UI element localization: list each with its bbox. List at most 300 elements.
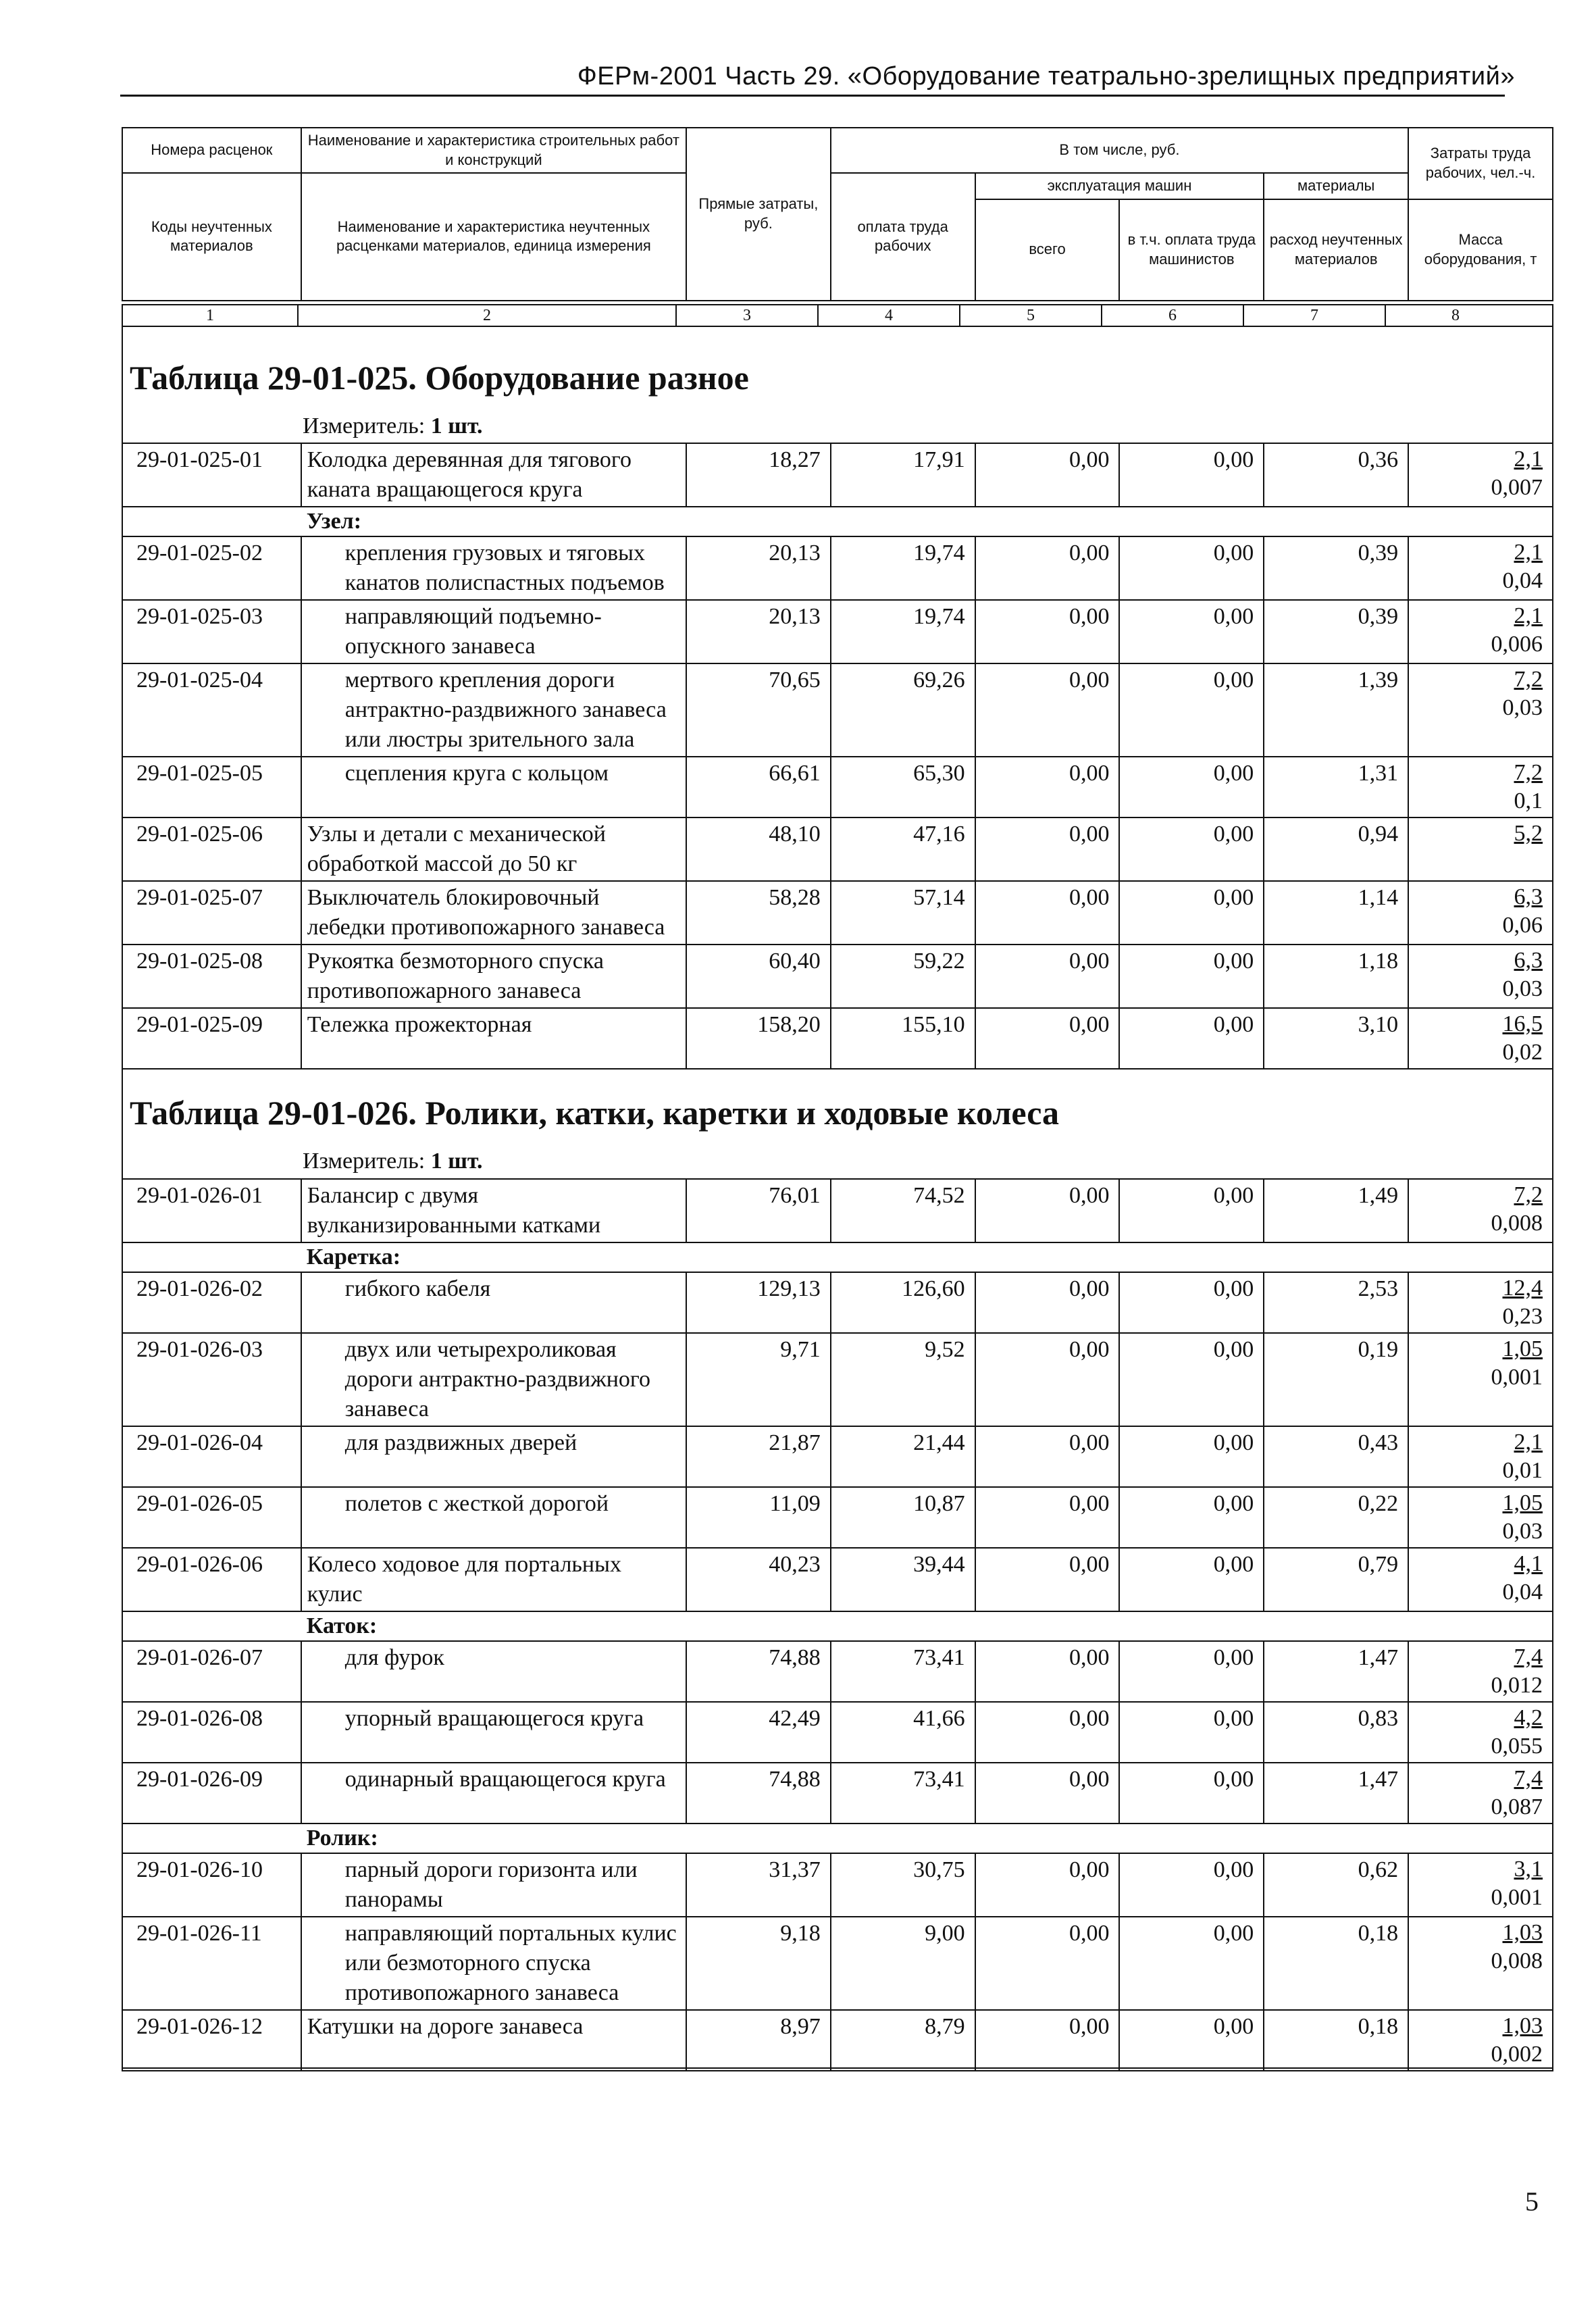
header-cell-materials: материалы bbox=[1264, 173, 1408, 199]
group-header-row bbox=[122, 507, 1553, 536]
rate-code: 29-01-026-08 bbox=[122, 1702, 301, 1763]
material-cost: 0,22 bbox=[1264, 1487, 1408, 1548]
equipment-mass: 0,055 bbox=[1491, 1734, 1543, 1759]
worker-pay: 9,52 bbox=[831, 1333, 975, 1426]
labor-hours: 4,2 bbox=[1514, 1705, 1543, 1730]
machinists-pay: 0,00 bbox=[1119, 1917, 1264, 2010]
machines-total: 0,00 bbox=[975, 1487, 1120, 1548]
page-number: 5 bbox=[1525, 2186, 1539, 2217]
machines-total: 0,00 bbox=[975, 1272, 1120, 1333]
rate-name-text: гибкого кабеля bbox=[344, 1276, 491, 1301]
worker-pay: 155,10 bbox=[831, 1008, 975, 1069]
direct-cost: 9,71 bbox=[686, 1333, 831, 1426]
labor-and-mass bbox=[1408, 1008, 1553, 1069]
machinists-pay: 0,00 bbox=[1119, 2010, 1264, 2071]
labor-and-mass bbox=[1408, 2010, 1553, 2071]
rate-row bbox=[122, 757, 1553, 818]
rate-name-text: для раздвижных дверей bbox=[344, 1430, 577, 1455]
equipment-mass: 0,007 bbox=[1491, 475, 1543, 500]
labor-and-mass bbox=[1408, 1272, 1553, 1333]
column-number: 4 bbox=[819, 305, 960, 326]
rate-name-text: полетов с жесткой дорогой bbox=[344, 1491, 609, 1516]
rate-name bbox=[301, 1763, 686, 1823]
labor-hours: 2,1 bbox=[1514, 1430, 1543, 1455]
rate-row bbox=[122, 1763, 1553, 1823]
equipment-mass: 0,06 bbox=[1502, 913, 1543, 938]
rate-row bbox=[122, 1008, 1553, 1069]
direct-cost: 48,10 bbox=[686, 818, 831, 881]
rate-code: 29-01-026-05 bbox=[122, 1487, 301, 1548]
machinists-pay: 0,00 bbox=[1119, 1641, 1264, 1702]
rate-row bbox=[122, 881, 1553, 945]
equipment-mass: 0,23 bbox=[1502, 1304, 1543, 1329]
measure-label: Измеритель: bbox=[303, 413, 426, 438]
rate-name-text: Катушки на дороге занавеса bbox=[307, 2014, 584, 2039]
rate-name-text: парный дороги горизонта или панорамы bbox=[344, 1857, 638, 1912]
column-number: 3 bbox=[677, 305, 819, 326]
machines-total: 0,00 bbox=[975, 881, 1120, 945]
equipment-mass: 0,02 bbox=[1502, 1040, 1543, 1065]
equipment-mass: 0,03 bbox=[1502, 1519, 1543, 1544]
machines-total: 0,00 bbox=[975, 1426, 1120, 1487]
worker-pay: 73,41 bbox=[831, 1641, 975, 1702]
header-cell-machines-total: всего bbox=[975, 199, 1120, 301]
labor-hours: 1,05 bbox=[1502, 1336, 1543, 1361]
rate-row bbox=[122, 1426, 1553, 1487]
document-header-title: ФЕРм-2001 Часть 29. «Оборудование театрально-зрелищных предприятий» bbox=[577, 62, 1515, 91]
header-cell-material-consumption: расход неучтенных материалов bbox=[1264, 199, 1408, 301]
worker-pay: 73,41 bbox=[831, 1763, 975, 1823]
rate-name-text: Тележка прожекторная bbox=[307, 1012, 532, 1037]
rate-code: 29-01-025-07 bbox=[122, 881, 301, 945]
rate-code: 29-01-026-11 bbox=[122, 1917, 301, 2010]
labor-and-mass bbox=[1408, 757, 1553, 818]
rate-code: 29-01-025-06 bbox=[122, 818, 301, 881]
column-header-table bbox=[122, 127, 1553, 301]
material-cost: 0,36 bbox=[1264, 443, 1408, 507]
column-number: 5 bbox=[960, 305, 1102, 326]
equipment-mass: 0,04 bbox=[1502, 1580, 1543, 1605]
material-cost: 0,43 bbox=[1264, 1426, 1408, 1487]
direct-cost: 21,87 bbox=[686, 1426, 831, 1487]
machines-total: 0,00 bbox=[975, 1641, 1120, 1702]
rate-row bbox=[122, 1487, 1553, 1548]
rate-row bbox=[122, 663, 1553, 757]
machinists-pay: 0,00 bbox=[1119, 1272, 1264, 1333]
labor-and-mass bbox=[1408, 945, 1553, 1008]
rate-name-text: Рукоятка безмоторного спуска противопожарного занавеса bbox=[307, 949, 604, 1003]
rate-row bbox=[122, 600, 1553, 663]
header-cell-material-codes: Коды неучтенных материалов bbox=[122, 173, 301, 301]
rate-name-text: Выключатель блокировочный лебедки противопожарного занавеса bbox=[307, 885, 665, 940]
rate-code: 29-01-025-04 bbox=[122, 663, 301, 757]
direct-cost: 60,40 bbox=[686, 945, 831, 1008]
rate-name bbox=[301, 663, 686, 757]
labor-hours: 7,2 bbox=[1514, 667, 1543, 692]
rate-name-text: сцепления круга с кольцом bbox=[344, 761, 609, 786]
machines-total: 0,00 bbox=[975, 663, 1120, 757]
column-number-row bbox=[122, 304, 1553, 327]
column-number: 7 bbox=[1244, 305, 1386, 326]
material-cost: 2,53 bbox=[1264, 1272, 1408, 1333]
rate-code: 29-01-026-01 bbox=[122, 1179, 301, 1242]
labor-and-mass bbox=[1408, 1487, 1553, 1548]
rate-name bbox=[301, 536, 686, 600]
worker-pay: 47,16 bbox=[831, 818, 975, 881]
labor-hours: 3,1 bbox=[1514, 1857, 1543, 1882]
labor-hours: 4,1 bbox=[1514, 1551, 1543, 1576]
equipment-mass: 0,008 bbox=[1491, 1211, 1543, 1236]
rate-code: 29-01-026-10 bbox=[122, 1853, 301, 1917]
material-cost: 1,31 bbox=[1264, 757, 1408, 818]
rate-row bbox=[122, 536, 1553, 600]
group-header-row bbox=[122, 1823, 1553, 1853]
labor-hours: 7,4 bbox=[1514, 1766, 1543, 1791]
header-cell-codes-top: Номера расценок bbox=[122, 128, 301, 173]
labor-and-mass bbox=[1408, 536, 1553, 600]
direct-cost: 8,97 bbox=[686, 2010, 831, 2071]
rate-code: 29-01-025-01 bbox=[122, 443, 301, 507]
machines-total: 0,00 bbox=[975, 818, 1120, 881]
worker-pay: 10,87 bbox=[831, 1487, 975, 1548]
rate-name bbox=[301, 757, 686, 818]
equipment-mass: 0,002 bbox=[1491, 2042, 1543, 2067]
column-number: 2 bbox=[299, 305, 677, 326]
worker-pay: 8,79 bbox=[831, 2010, 975, 2071]
rate-name bbox=[301, 1487, 686, 1548]
worker-pay: 65,30 bbox=[831, 757, 975, 818]
rate-name-text: направляющий портальных кулис или безмоторного спуска противопожарного занавеса bbox=[344, 1921, 677, 2005]
material-cost: 0,19 bbox=[1264, 1333, 1408, 1426]
machines-total: 0,00 bbox=[975, 945, 1120, 1008]
rate-name-text: одинарный вращающегося круга bbox=[344, 1767, 666, 1792]
labor-and-mass bbox=[1408, 600, 1553, 663]
machinists-pay: 0,00 bbox=[1119, 663, 1264, 757]
material-cost: 0,94 bbox=[1264, 818, 1408, 881]
worker-pay: 126,60 bbox=[831, 1272, 975, 1333]
rate-name bbox=[301, 1702, 686, 1763]
material-cost: 1,18 bbox=[1264, 945, 1408, 1008]
rate-name bbox=[301, 2010, 686, 2071]
rate-code: 29-01-025-09 bbox=[122, 1008, 301, 1069]
group-code-cell bbox=[122, 1242, 301, 1272]
rate-name bbox=[301, 600, 686, 663]
material-cost: 1,49 bbox=[1264, 1179, 1408, 1242]
rate-code: 29-01-026-12 bbox=[122, 2010, 301, 2071]
rate-row bbox=[122, 1641, 1553, 1702]
header-cell-machines: эксплуатация машин bbox=[975, 173, 1264, 199]
rate-name bbox=[301, 1179, 686, 1242]
equipment-mass: 0,008 bbox=[1491, 1948, 1543, 1973]
rate-name bbox=[301, 818, 686, 881]
material-cost: 0,62 bbox=[1264, 1853, 1408, 1917]
rate-name bbox=[301, 443, 686, 507]
machines-total: 0,00 bbox=[975, 1853, 1120, 1917]
equipment-mass: 0,03 bbox=[1502, 976, 1543, 1001]
equipment-mass: 0,087 bbox=[1491, 1794, 1543, 1819]
labor-and-mass bbox=[1408, 443, 1553, 507]
equipment-mass: 0,04 bbox=[1502, 568, 1543, 593]
rate-name bbox=[301, 1641, 686, 1702]
direct-cost: 70,65 bbox=[686, 663, 831, 757]
rate-code: 29-01-026-03 bbox=[122, 1333, 301, 1426]
rate-code: 29-01-025-08 bbox=[122, 945, 301, 1008]
rate-row bbox=[122, 1548, 1553, 1611]
direct-cost: 74,88 bbox=[686, 1763, 831, 1823]
rate-name-text: упорный вращающегося круга bbox=[344, 1706, 644, 1731]
labor-hours: 2,1 bbox=[1514, 447, 1543, 472]
table-title: Таблица 29-01-026. Ролики, катки, каретки и ходовые колеса bbox=[130, 1094, 1060, 1132]
group-header-row bbox=[122, 1611, 1553, 1641]
machines-total: 0,00 bbox=[975, 1702, 1120, 1763]
group-label: Ролик: bbox=[301, 1823, 1553, 1853]
worker-pay: 39,44 bbox=[831, 1548, 975, 1611]
rate-code: 29-01-025-02 bbox=[122, 536, 301, 600]
direct-cost: 42,49 bbox=[686, 1702, 831, 1763]
direct-cost: 40,23 bbox=[686, 1548, 831, 1611]
labor-and-mass bbox=[1408, 818, 1553, 881]
worker-pay: 74,52 bbox=[831, 1179, 975, 1242]
rate-name-text: Балансир с двумя вулканизированными катками bbox=[307, 1183, 601, 1238]
labor-hours: 7,4 bbox=[1514, 1644, 1543, 1669]
group-code-cell bbox=[122, 1823, 301, 1853]
machinists-pay: 0,00 bbox=[1119, 600, 1264, 663]
rate-row bbox=[122, 1702, 1553, 1763]
machinists-pay: 0,00 bbox=[1119, 1008, 1264, 1069]
direct-cost: 11,09 bbox=[686, 1487, 831, 1548]
labor-and-mass bbox=[1408, 1426, 1553, 1487]
direct-cost: 129,13 bbox=[686, 1272, 831, 1333]
machines-total: 0,00 bbox=[975, 536, 1120, 600]
worker-pay: 59,22 bbox=[831, 945, 975, 1008]
worker-pay: 9,00 bbox=[831, 1917, 975, 2010]
rate-name-text: для фурок bbox=[344, 1645, 444, 1670]
equipment-mass: 0,006 bbox=[1491, 632, 1543, 657]
column-number: 6 bbox=[1102, 305, 1244, 326]
machinists-pay: 0,00 bbox=[1119, 1426, 1264, 1487]
table-measure bbox=[303, 1149, 483, 1174]
machinists-pay: 0,00 bbox=[1119, 945, 1264, 1008]
group-code-cell bbox=[122, 1611, 301, 1641]
labor-hours: 1,03 bbox=[1502, 2013, 1543, 2038]
machines-total: 0,00 bbox=[975, 1179, 1120, 1242]
rate-name bbox=[301, 1426, 686, 1487]
rate-code: 29-01-026-09 bbox=[122, 1763, 301, 1823]
labor-and-mass bbox=[1408, 1702, 1553, 1763]
material-cost: 0,83 bbox=[1264, 1702, 1408, 1763]
labor-hours: 1,03 bbox=[1502, 1920, 1543, 1945]
labor-and-mass bbox=[1408, 1548, 1553, 1611]
labor-and-mass bbox=[1408, 1179, 1553, 1242]
column-number: 8 bbox=[1451, 307, 1460, 324]
machines-total: 0,00 bbox=[975, 1917, 1120, 2010]
labor-hours: 12,4 bbox=[1502, 1276, 1543, 1301]
rate-row bbox=[122, 945, 1553, 1008]
rate-row bbox=[122, 1179, 1553, 1242]
measure-value: 1 шт. bbox=[430, 413, 483, 438]
rate-row bbox=[122, 2010, 1553, 2071]
machinists-pay: 0,00 bbox=[1119, 818, 1264, 881]
machines-total: 0,00 bbox=[975, 1008, 1120, 1069]
machinists-pay: 0,00 bbox=[1119, 536, 1264, 600]
machinists-pay: 0,00 bbox=[1119, 1702, 1264, 1763]
rate-name-text: направляющий подъемно-опускного занавеса bbox=[344, 604, 602, 659]
labor-hours: 7,2 bbox=[1514, 760, 1543, 785]
machines-total: 0,00 bbox=[975, 757, 1120, 818]
rate-row bbox=[122, 1853, 1553, 1917]
rate-name-text: мертвого крепления дороги антрактно-раздвижного занавеса или люстры зрительного зала bbox=[344, 668, 667, 752]
labor-hours: 6,3 bbox=[1514, 884, 1543, 909]
labor-and-mass bbox=[1408, 1333, 1553, 1426]
material-cost: 3,10 bbox=[1264, 1008, 1408, 1069]
rate-code: 29-01-026-07 bbox=[122, 1641, 301, 1702]
rate-name bbox=[301, 881, 686, 945]
direct-cost: 66,61 bbox=[686, 757, 831, 818]
direct-cost: 58,28 bbox=[686, 881, 831, 945]
equipment-mass: 0,001 bbox=[1491, 1365, 1543, 1390]
material-cost: 1,14 bbox=[1264, 881, 1408, 945]
labor-and-mass bbox=[1408, 1917, 1553, 2010]
rate-name-text: Узлы и детали с механической обработкой массой до 50 кг bbox=[307, 822, 606, 876]
header-cell-labor-hours: Затраты труда рабочих, чел.-ч. bbox=[1408, 128, 1553, 199]
machinists-pay: 0,00 bbox=[1119, 1763, 1264, 1823]
group-header-row bbox=[122, 1242, 1553, 1272]
labor-hours: 5,2 bbox=[1514, 821, 1543, 846]
machines-total: 0,00 bbox=[975, 1763, 1120, 1823]
machines-total: 0,00 bbox=[975, 600, 1120, 663]
labor-and-mass bbox=[1408, 1641, 1553, 1702]
labor-and-mass bbox=[1408, 663, 1553, 757]
rate-code: 29-01-026-02 bbox=[122, 1272, 301, 1333]
equipment-mass: 0,01 bbox=[1502, 1458, 1543, 1483]
machinists-pay: 0,00 bbox=[1119, 757, 1264, 818]
worker-pay: 21,44 bbox=[831, 1426, 975, 1487]
material-cost: 1,47 bbox=[1264, 1763, 1408, 1823]
direct-cost: 18,27 bbox=[686, 443, 831, 507]
machines-total: 0,00 bbox=[975, 2010, 1120, 2071]
header-cell-worker-pay: оплата труда рабочих bbox=[831, 173, 975, 301]
group-label: Каток: bbox=[301, 1611, 1553, 1641]
column-number: 1 bbox=[123, 305, 299, 326]
rate-code: 29-01-026-04 bbox=[122, 1426, 301, 1487]
material-cost: 0,79 bbox=[1264, 1548, 1408, 1611]
worker-pay: 69,26 bbox=[831, 663, 975, 757]
direct-cost: 20,13 bbox=[686, 536, 831, 600]
machines-total: 0,00 bbox=[975, 1333, 1120, 1426]
group-label: Узел: bbox=[301, 507, 1553, 536]
direct-cost: 9,18 bbox=[686, 1917, 831, 2010]
labor-hours: 1,05 bbox=[1502, 1490, 1543, 1515]
material-cost: 1,39 bbox=[1264, 663, 1408, 757]
rate-name-text: Колесо ходовое для портальных кулис bbox=[307, 1552, 621, 1607]
measure-label: Измеритель: bbox=[303, 1149, 426, 1174]
machinists-pay: 0,00 bbox=[1119, 443, 1264, 507]
material-cost: 0,39 bbox=[1264, 600, 1408, 663]
rate-name bbox=[301, 1548, 686, 1611]
group-label: Каретка: bbox=[301, 1242, 1553, 1272]
labor-hours: 2,1 bbox=[1514, 603, 1543, 628]
rate-name bbox=[301, 1917, 686, 2010]
machinists-pay: 0,00 bbox=[1119, 1487, 1264, 1548]
labor-hours: 2,1 bbox=[1514, 540, 1543, 565]
direct-cost: 158,20 bbox=[686, 1008, 831, 1069]
table-title: Таблица 29-01-025. Оборудование разное bbox=[130, 359, 749, 397]
rate-code: 29-01-026-06 bbox=[122, 1548, 301, 1611]
worker-pay: 41,66 bbox=[831, 1702, 975, 1763]
labor-hours: 7,2 bbox=[1514, 1182, 1543, 1207]
header-cell-equipment-mass: Масса оборудования, т bbox=[1408, 199, 1553, 301]
worker-pay: 17,91 bbox=[831, 443, 975, 507]
direct-cost: 74,88 bbox=[686, 1641, 831, 1702]
machines-total: 0,00 bbox=[975, 443, 1120, 507]
header-cell-including: В том числе, руб. bbox=[831, 128, 1408, 173]
machinists-pay: 0,00 bbox=[1119, 1548, 1264, 1611]
labor-and-mass bbox=[1408, 1853, 1553, 1917]
labor-and-mass bbox=[1408, 1763, 1553, 1823]
equipment-mass: 0,1 bbox=[1514, 788, 1543, 813]
rate-name bbox=[301, 1008, 686, 1069]
rate-row bbox=[122, 1917, 1553, 2010]
material-cost: 1,47 bbox=[1264, 1641, 1408, 1702]
measure-value: 1 шт. bbox=[430, 1149, 483, 1174]
machinists-pay: 0,00 bbox=[1119, 1853, 1264, 1917]
table-measure bbox=[303, 413, 483, 439]
machinists-pay: 0,00 bbox=[1119, 1333, 1264, 1426]
rates-table bbox=[122, 443, 1553, 1070]
rate-row bbox=[122, 443, 1553, 507]
rate-row bbox=[122, 818, 1553, 881]
machines-total: 0,00 bbox=[975, 1548, 1120, 1611]
rate-name bbox=[301, 1272, 686, 1333]
rate-row bbox=[122, 1333, 1553, 1426]
labor-hours: 6,3 bbox=[1514, 948, 1543, 973]
rate-name bbox=[301, 945, 686, 1008]
worker-pay: 19,74 bbox=[831, 600, 975, 663]
material-cost: 0,18 bbox=[1264, 2010, 1408, 2071]
rate-name-text: крепления грузовых и тяговых канатов полиспастных подъемов bbox=[344, 540, 665, 595]
equipment-mass: 0,012 bbox=[1491, 1673, 1543, 1698]
material-cost: 0,39 bbox=[1264, 536, 1408, 600]
header-cell-direct-costs: Прямые затраты, руб. bbox=[686, 128, 831, 301]
direct-cost: 20,13 bbox=[686, 600, 831, 663]
rate-name-text: двух или четырехроликовая дороги антрактно-раздвижного занавеса bbox=[344, 1337, 651, 1422]
worker-pay: 19,74 bbox=[831, 536, 975, 600]
rate-code: 29-01-025-05 bbox=[122, 757, 301, 818]
direct-cost: 76,01 bbox=[686, 1179, 831, 1242]
machinists-pay: 0,00 bbox=[1119, 881, 1264, 945]
header-cell-material-names: Наименование и характеристика неучтенных расценками материалов, единица измерения bbox=[301, 173, 686, 301]
rate-name-text: Колодка деревянная для тягового каната вращающегося круга bbox=[307, 447, 632, 502]
equipment-mass: 0,03 bbox=[1502, 695, 1543, 720]
header-cell-machinists-pay: в т.ч. оплата труда машинистов bbox=[1119, 199, 1264, 301]
rates-table bbox=[122, 1178, 1553, 2071]
group-code-cell bbox=[122, 507, 301, 536]
rate-name bbox=[301, 1853, 686, 1917]
header-cell-name-top: Наименование и характеристика строительных работ и конструкций bbox=[301, 128, 686, 173]
worker-pay: 30,75 bbox=[831, 1853, 975, 1917]
rate-code: 29-01-025-03 bbox=[122, 600, 301, 663]
rate-name bbox=[301, 1333, 686, 1426]
equipment-mass: 0,001 bbox=[1491, 1885, 1543, 1910]
labor-and-mass bbox=[1408, 881, 1553, 945]
header-divider bbox=[120, 95, 1505, 97]
rate-row bbox=[122, 1272, 1553, 1333]
machinists-pay: 0,00 bbox=[1119, 1179, 1264, 1242]
material-cost: 0,18 bbox=[1264, 1917, 1408, 2010]
worker-pay: 57,14 bbox=[831, 881, 975, 945]
labor-hours: 16,5 bbox=[1502, 1011, 1543, 1036]
direct-cost: 31,37 bbox=[686, 1853, 831, 1917]
